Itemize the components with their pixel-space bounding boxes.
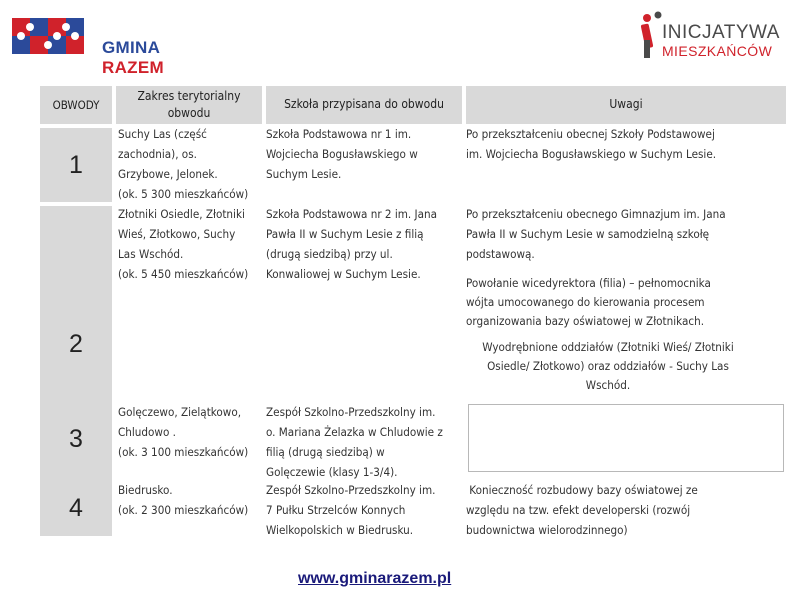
row-3-territory: [118, 402, 264, 462]
district-table: [40, 86, 786, 536]
text-line: Wschód.: [585, 378, 631, 392]
text-line: (ok. 5 300 mieszkańców): [118, 187, 249, 201]
text-line: zachodnia), os.: [118, 147, 197, 161]
text-line: Szkoła Podstawowa nr 1 im.: [266, 127, 412, 141]
text-line: budownictwa wielorodzinnego): [466, 523, 628, 537]
text-line: wójta umocowanego do kierowania procesem: [466, 295, 705, 309]
row-1-number-cell: [40, 128, 112, 202]
text-line: Po przekształceniu obecnego Gimnazjum im. Jana: [466, 207, 726, 221]
row-1-number: 1: [69, 150, 83, 179]
text-line: Golęczewo, Zielątkowo,: [118, 405, 242, 419]
text-line: Zespół Szkolno-Przedszkolny im.: [266, 483, 436, 497]
text-line: Konieczność rozbudowy bazy oświatowej ze: [466, 483, 698, 497]
text-line: Zespół Szkolno-Przedszkolny im.: [266, 405, 436, 419]
row-2-territory: [118, 204, 264, 284]
header-obwody-label: OBWODY: [52, 97, 100, 112]
row-2-notes-b: [466, 274, 786, 331]
text-line: Powołanie wicedyrektora (filia) – pełnomocnika: [466, 276, 711, 290]
row-4-number: 4: [69, 493, 83, 522]
text-line: filią (drugą siedzibą) w: [266, 445, 385, 459]
header-school: [266, 86, 462, 124]
text-line: (drugą siedzibą) przy ul.: [266, 247, 393, 261]
text-line: Wieś, Złotkowo, Suchy: [118, 227, 236, 241]
row-4-number-cell: [40, 480, 112, 536]
text-line: względu na tzw. efekt developerski (rozwój: [466, 503, 691, 517]
row-1-notes: [466, 124, 786, 164]
text-line: o. Mariana Żelazka w Chludowie z: [266, 425, 443, 439]
row-1-territory: [118, 124, 264, 204]
brand-mieszkancow: MIESZKAŃCÓW: [662, 43, 773, 59]
row-3-school: [266, 402, 464, 482]
brand-inicjatywa: INICJATYWA: [662, 22, 780, 43]
website-link[interactable]: www.gminarazem.pl: [298, 570, 452, 587]
row-2-notes-c: [466, 338, 750, 395]
header-notes: [466, 86, 786, 124]
text-line: Po przekształceniu obecnej Szkoły Podstawowej: [466, 127, 715, 141]
text-line: Biedrusko.: [118, 483, 173, 497]
text-line: im. Wojciecha Bogusławskiego w Suchym Lesie.: [466, 147, 717, 161]
text-line: (ok. 3 100 mieszkańców): [118, 445, 249, 459]
text-line: organizowania bazy oświatowej w Złotnikach.: [466, 314, 705, 328]
row-3-number: 3: [69, 424, 83, 453]
text-line: Konwaliowej w Suchym Lesie.: [266, 267, 421, 281]
row-4-notes: [466, 480, 786, 540]
header-territory-label: Zakres terytorialny obwodu: [137, 88, 241, 120]
text-line: podstawową.: [466, 247, 535, 261]
row-3-number-cell: [40, 402, 112, 476]
text-line: Osiedle/ Złotkowo) oraz oddziałów - Suchy Las: [487, 359, 729, 373]
brand-word-gmina: GMINA: [102, 38, 160, 57]
text-line: Pawła II w Suchym Lesie w samodzielną szkołę: [466, 227, 710, 241]
text-line: Suchym Lesie.: [266, 167, 342, 181]
brand-word-razem: RAZEM: [102, 58, 164, 77]
text-line: 7 Pułku Strzelców Konnych: [266, 503, 406, 517]
text-line: Wyodrębnione oddziałów (Złotniki Wieś/ Złotniki: [482, 340, 734, 354]
text-line: (ok. 5 450 mieszkańców): [118, 267, 249, 281]
text-line: Grzybowe, Jelonek.: [118, 167, 218, 181]
inicjatywa-mieszkancow-logo: [638, 10, 778, 62]
text-line: Złotniki Osiedle, Złotniki: [118, 207, 245, 221]
header-territory: [116, 86, 262, 124]
text-line: Golęczewie (klasy 1-3/4).: [266, 465, 398, 479]
header-notes-label: Uwagi: [609, 97, 643, 112]
header-obwody: [40, 86, 112, 124]
row-2-notes-a: [466, 204, 786, 264]
text-line: (ok. 2 300 mieszkańców): [118, 503, 249, 517]
text-line: Wojciecha Bogusławskiego w: [266, 147, 418, 161]
row-4-school: [266, 480, 464, 540]
header-school-label: Szkoła przypisana do obwodu: [284, 97, 444, 112]
row-1-school: [266, 124, 464, 184]
row-4-territory: [118, 480, 264, 520]
puzzle-logo-icon: [10, 14, 90, 60]
text-line: Suchy Las (część: [118, 127, 207, 141]
text-line: Szkoła Podstawowa nr 2 im. Jana: [266, 207, 438, 221]
text-line: Las Wschód.: [118, 247, 184, 261]
row-2-school: [266, 204, 464, 284]
brand-name: [102, 38, 210, 78]
text-line: Wielkopolskich w Biedrusku.: [266, 523, 414, 537]
row-3-notes-empty: [468, 404, 784, 472]
text-line: Chludowo .: [118, 425, 176, 439]
gmina-razem-logo: [10, 14, 210, 77]
row-2-number: 2: [69, 329, 83, 358]
text-line: Pawła II w Suchym Lesie z filią: [266, 227, 424, 241]
